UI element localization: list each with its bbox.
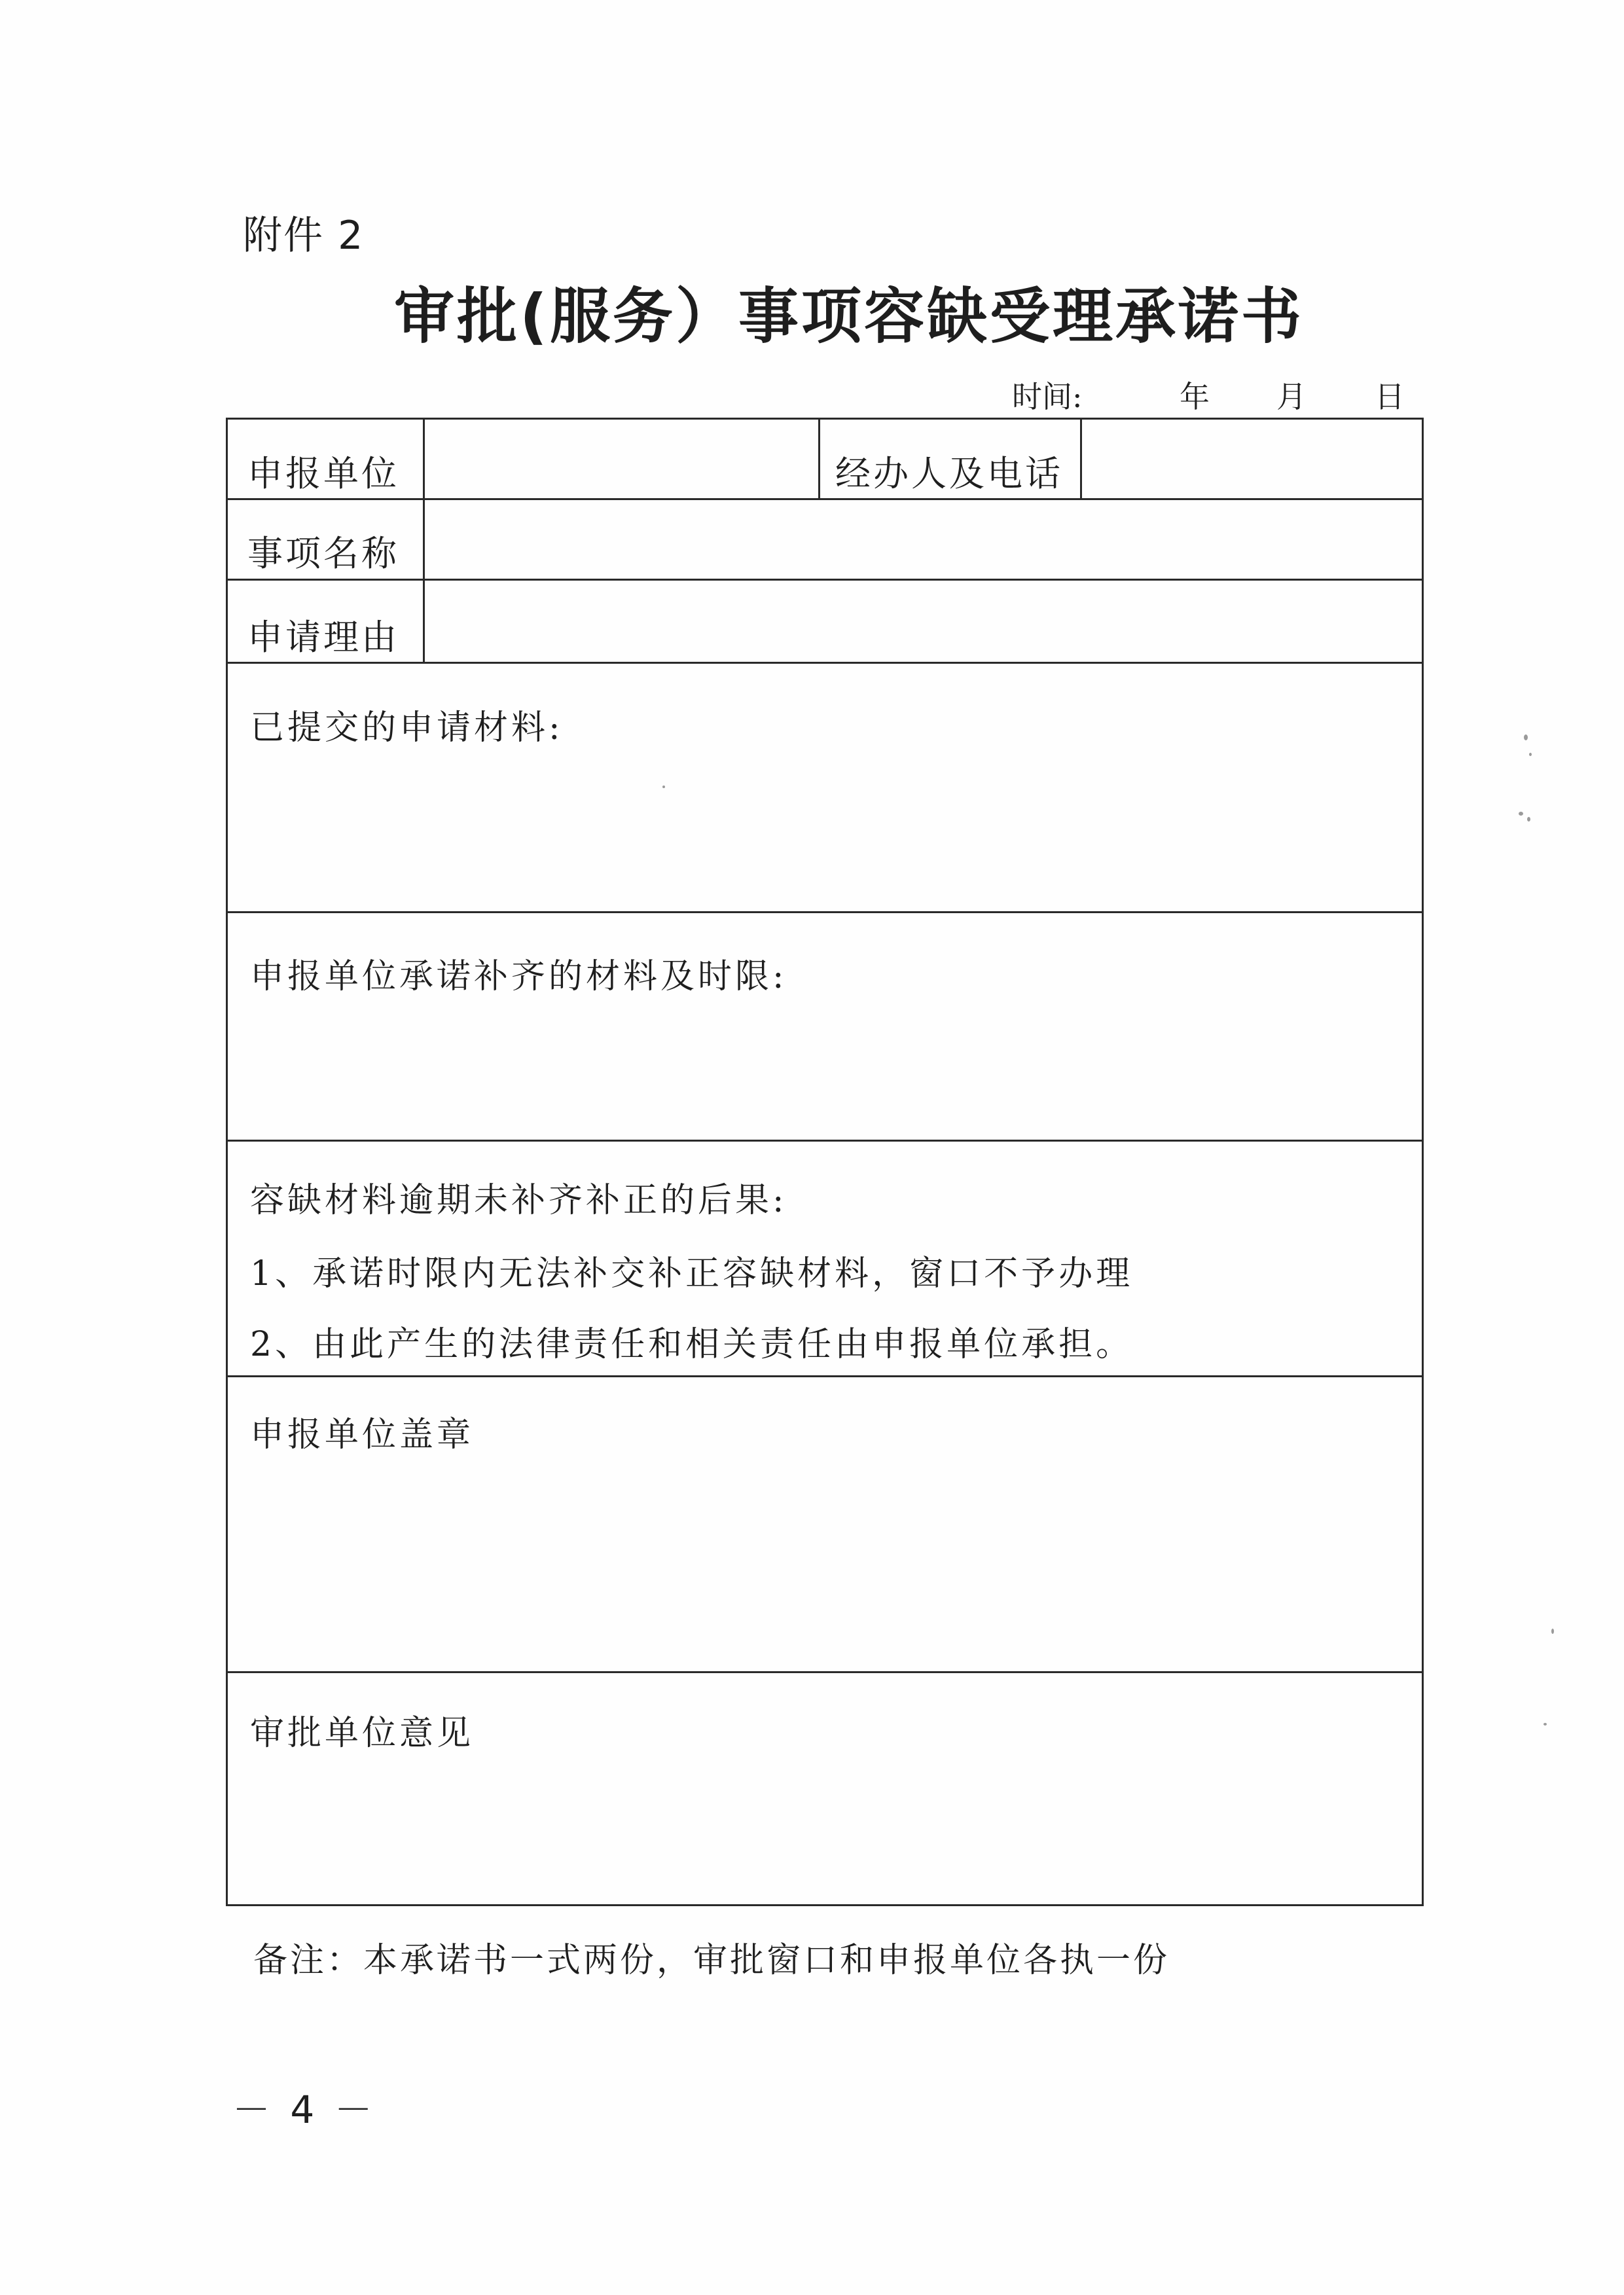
- approval-opinion-area[interactable]: [247, 1768, 1399, 1886]
- committed-materials-field[interactable]: [247, 1009, 1399, 1120]
- contact-phone-field[interactable]: [1098, 446, 1399, 485]
- column-divider: [1080, 420, 1082, 498]
- row-divider: [228, 498, 1422, 500]
- label-column-divider: [423, 420, 425, 662]
- consequence-item-2: 2、由此产生的法律责任和相关责任由申报单位承担。: [250, 1325, 1134, 1364]
- scan-speck: [1543, 1723, 1547, 1726]
- scan-speck: [1519, 812, 1523, 816]
- reason-label: 申请理由: [247, 617, 399, 658]
- committed-materials-label: 申报单位承诺补齐的材料及时限:: [250, 957, 787, 996]
- date-year-label: 年: [1180, 379, 1210, 414]
- scan-speck: [1551, 1629, 1554, 1634]
- applicant-unit-field[interactable]: [444, 446, 797, 485]
- scan-speck: [662, 786, 665, 788]
- applicant-seal-area[interactable]: [247, 1467, 1399, 1650]
- applicant-unit-label: 申报单位: [247, 453, 399, 494]
- date-label: 时间:: [1012, 379, 1083, 414]
- consequences-title: 容缺材料逾期未补齐补正的后果:: [250, 1181, 787, 1220]
- remark-note: 备注：本承诺书一式两份，审批窗口和申报单位各执一份: [253, 1941, 1170, 1980]
- applicant-seal-label: 申报单位盖章: [250, 1415, 475, 1455]
- column-divider: [818, 420, 820, 498]
- row-divider: [228, 1671, 1422, 1673]
- approval-opinion-label: 审批单位意见: [250, 1714, 475, 1753]
- reason-field[interactable]: [444, 609, 1399, 649]
- item-name-field[interactable]: [444, 526, 1399, 565]
- scan-speck: [1529, 753, 1532, 756]
- row-divider: [228, 1140, 1422, 1142]
- date-month-label: 月: [1276, 379, 1307, 414]
- scan-speck: [1527, 817, 1530, 822]
- date-day-label: 日: [1375, 379, 1405, 414]
- row-divider: [228, 662, 1422, 664]
- item-name-label: 事项名称: [247, 533, 399, 574]
- commitment-form-table: [226, 418, 1424, 1906]
- page-number: － 4 －: [232, 2087, 376, 2132]
- row-divider: [228, 1375, 1422, 1377]
- row-divider: [228, 911, 1422, 913]
- submitted-materials-label: 已提交的申请材料:: [250, 708, 564, 748]
- row-divider: [228, 579, 1422, 581]
- scan-speck: [1524, 734, 1528, 740]
- submitted-materials-field[interactable]: [437, 786, 1393, 884]
- contact-phone-label: 经办人及电话: [835, 453, 1063, 494]
- attachment-label: 附件 2: [243, 213, 365, 259]
- document-title: 审批(服务）事项容缺受理承诺书: [394, 281, 1305, 352]
- consequence-item-1: 1、承诺时限内无法补交补正容缺材料，窗口不予办理: [250, 1254, 1134, 1293]
